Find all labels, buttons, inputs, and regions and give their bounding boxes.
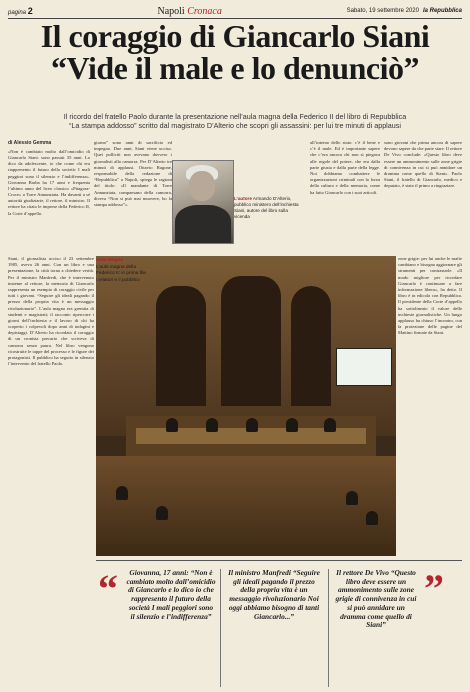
photo-caption-text: L’aula magna della Federico II: in prima fila i relatori e il pubblico <box>96 265 146 283</box>
article-text-3: all’interno dello stato: c’è il bene e c’è il male. Ed è importante sapere che c’era ancora chi non si piegava alle regole del potere, che era dalla parte giusta e dalla parte della legge. Noi dobbiamo combattere le organizzazioni criminali con la forza della cultura e della memoria, come ha fatto Giancarlo con i suoi articoli. <box>310 140 380 195</box>
headline-line-2: “Vide il male e lo denunciò” <box>51 50 419 86</box>
photo-floor <box>96 456 396 556</box>
article-text-4: sono giovani che prima ancora di sapere devono sapere da che parte stare. Il rettore De Vivo conclude: «Questo libro deve essere un ammonimento sulle zone grigie di connivenza in cui si può annidare un dramma come quello di Siani». Paolo Siani, il fratello di Giancarlo, medico e deputato, è stato il primo a ringraziare. <box>384 140 462 189</box>
headline <box>8 20 462 84</box>
author-caption <box>234 196 304 220</box>
audience-figure <box>366 511 378 525</box>
speaker-figure <box>324 418 336 432</box>
quote-divider <box>220 569 221 687</box>
audience-figure <box>116 486 128 500</box>
headline-line-1: Il coraggio di Giancarlo Siani <box>40 18 430 54</box>
right-column-text: zone grigie: per lui anche le mafie cambiano e bisogna aggiornare gli strumenti per contrastarle. «Il modo migliore per ricordare Giancarlo è continuare a fare informazione libera», ha detto. Il libro è in edicola con Repubblica. Il presidente della Corte d’appello ha sottolineato il valore delle inchieste giornalistiche. Un lungo applauso ha chiuso l’incontro, con la proiezione delle pagine del Mattino firmate da Siani. <box>398 256 462 336</box>
close-quote-icon: ” <box>424 566 444 611</box>
speaker-figure <box>206 418 218 432</box>
article-text-2: giorno” sono anni di sacrificio ed impegno. Due anni, Siani viene ucciso. Quei polliciti non avevano davvero i giornalisti alla camorra. Per D’Alterio tre minuti di applausi. Ottavio Ragone, responsabile della redazione di “Repubblica” a Napoli, spiega le ragioni del titolo: «Il mandante di Torre Annunziata, compaesano della camorra, diceva “Non si può mai muovere, ho la stampa addosso”». <box>94 140 172 207</box>
author-portrait <box>172 160 234 244</box>
open-quote-icon: “ <box>98 566 118 611</box>
quote-divider <box>328 569 329 687</box>
photo-caption <box>96 258 148 284</box>
quotes-strip <box>96 560 462 689</box>
quote-giovanna-text: Giovanna, 17 anni: “Non è cambiato molto dall’omicidio di Giancarlo e lo dico io che rappresento il futuro della società I mali peggiori sono il silenzio e l’indifferenza” <box>126 568 216 621</box>
photo-arch-right <box>291 286 331 406</box>
subsection-name: Cronaca <box>187 5 222 17</box>
quote-de-vivo-text: Il rettore De Vivo “Questo libro deve essere un ammonimento sulle zone grigie di connivenza in cui si può annidare un dramma come quello di Siani” <box>335 568 417 630</box>
article-column-4 <box>384 140 462 252</box>
left-article-column <box>8 256 94 688</box>
audience-figure <box>156 506 168 520</box>
speaker-figure <box>286 418 298 432</box>
article-column-2 <box>94 140 172 260</box>
article-column-3 <box>310 140 380 252</box>
speaker-figure <box>166 418 178 432</box>
section-title <box>157 6 221 17</box>
quote-giovanna <box>126 569 216 687</box>
quote-de-vivo <box>334 569 418 687</box>
page-label: pagina <box>8 10 27 16</box>
photo-arch-left <box>156 286 206 406</box>
page-header <box>8 4 462 19</box>
header-right <box>347 8 462 14</box>
author-caption-tag: L’autore <box>234 196 252 201</box>
subheadline <box>20 112 450 131</box>
audience-figure <box>346 491 358 505</box>
subhead-line-1: Il ricordo del fratello Paolo durante la presentazione nell’aula magna della Federico II del libro di Repubblica <box>63 112 407 121</box>
aula-magna-photo <box>96 256 396 556</box>
quote-manfredi-text: Il ministro Manfredi “Seguire gli ideali pagando il prezzo della propria vita è un messaggio rivoluzionario Noi oggi abbiamo bisogno di tanti Giancarlo...” <box>228 568 320 621</box>
photo-caption-tag: Aula Magna <box>96 258 123 263</box>
left-column-text: Siani, il giornalista ucciso il 23 settembre 1985, aveva 26 anni. Con un libro e una presentazione, la città torna a chiedere verità. Per il ministro Manfredi, che è intervenuto insieme al rettore, la memoria di Giancarlo rappresenta un esempio di coraggio civile per tutti i giovani. “Seguire gli ideali pagando il prezzo della propria vita è un messaggio rivoluzionario”. L’aula magna era gremita di studenti e magistrati; il racconto ripercorre i giorni dell’inchiesta e il lavoro di chi ha scoperto i colpevoli dopo anni di indagini e depistaggi. D’Alterio ha ricordato il coraggio di un cronista precario che scriveva di camorra senza paura. Nel libro vengono ricostruite le tappe del processo e le figure dei protagonisti. Il pubblico ha seguito in silenzio l’intervento del fratello Paolo. <box>8 256 94 367</box>
portrait-coat <box>175 205 231 244</box>
photo-arch-center <box>221 276 281 406</box>
speaker-figure <box>246 418 258 432</box>
projection-screen <box>336 348 392 386</box>
page-number <box>8 6 33 16</box>
article-column-1 <box>8 140 90 260</box>
quote-manfredi <box>226 569 322 687</box>
author-caption-text: Armando D’Alterio, pubblico ministero dell’inchiesta Siani, autore del libro sulla vicenda <box>234 196 299 219</box>
byline: di Alessio Gemma <box>8 140 52 146</box>
newspaper-brand: la Repubblica <box>422 8 462 14</box>
portrait-face <box>189 171 215 201</box>
page-number-value: 2 <box>27 6 33 16</box>
right-article-column <box>398 256 462 556</box>
section-name: Napoli <box>157 5 185 17</box>
subhead-line-2: “La stampa addosso” scritto dal magistrato D’Alterio che scopri gli assassini: per lui tre minuti di applausi <box>69 121 401 131</box>
article-text-1: «Non è cambiato molto dall’omicidio di Giancarlo Siani. sono passati 35 anni. Lo dico da adolescente, io che come chi era riappresento il futuro della società: I mali peggiori sono il silenzio e l’indifferenza». Giovanna Barba ha 17 anni e frequenta l’ultimo anno del liceo classico «Pitagora-Croce» a Torre Annunziata. Ha davanti a sé autorità giudiziarie, il rettore, il ministro. Il rettore ha citato le imprese della Federico II, la Corte d’appello. <box>8 148 90 216</box>
issue-date: Sabato, 19 settembre 2020 <box>346 8 419 14</box>
